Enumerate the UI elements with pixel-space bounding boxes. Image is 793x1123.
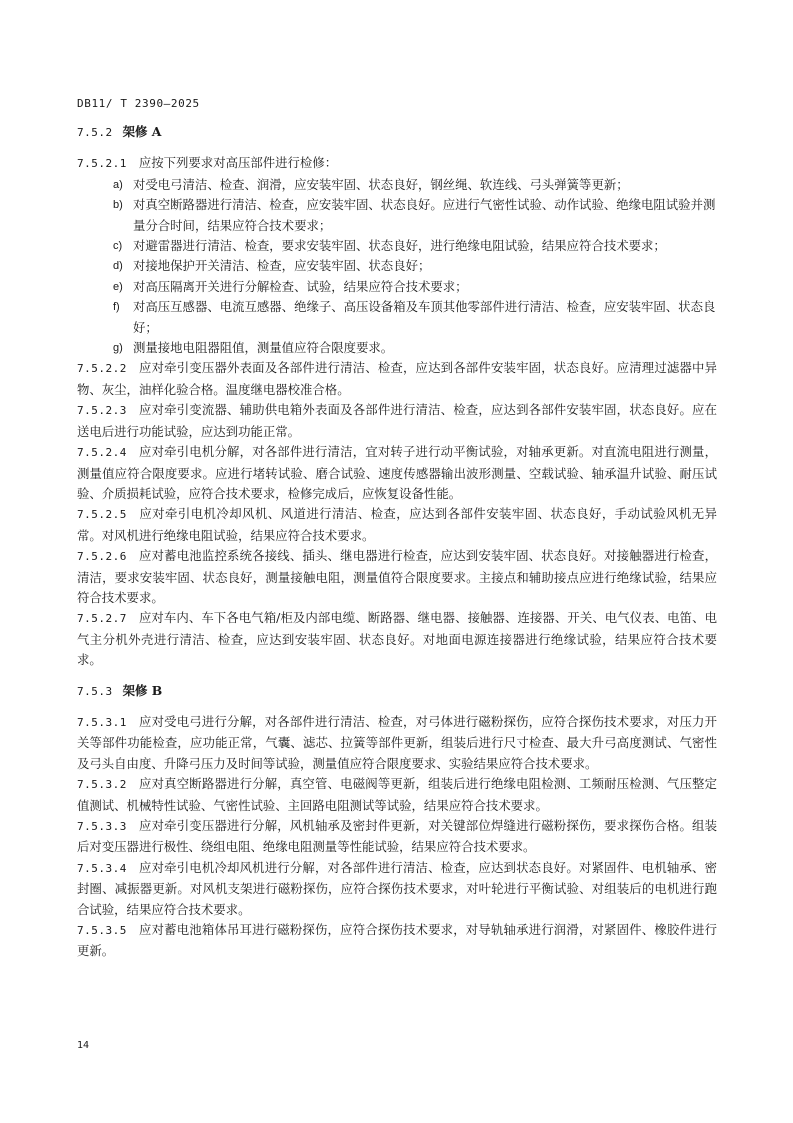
clause-number: 7.5.2.7 [77, 612, 127, 626]
clause-text: 应对车内、车下各电气箱/柜及内部电缆、断路器、继电器、接触器、连接器、开关、电气仪表、电笛、电气主分机外壳进行清洁、检查，应达到安装牢固、状态良好。对地面电源连接器进行绝缘试验，结果应符合技术要求。 [77, 610, 717, 668]
list-item [77, 338, 717, 358]
clause-number: 7.5.2.3 [77, 404, 127, 418]
clause-number: 7.5.3.2 [77, 778, 127, 792]
clause-text: 应对牵引电机冷却风机进行分解，对各部件进行清洁、检查，应达到状态良好。对紧固件、电机轴承、密封圈、减振器更新。对风机支架进行磁粉探伤，应符合探伤技术要求，对叶轮进行平衡试验、对组装后的电机进行跑合试验，结果应符合技术要求。 [77, 859, 717, 917]
clause-number: 7.5.3.4 [77, 861, 127, 875]
clause-text: 应对牵引变压器外表面及各部件进行清洁、检查，应达到各部件安装牢固，状态良好。应清理过滤器中异物、灰尘，油样化验合格。温度继电器校准合格。 [77, 360, 717, 397]
list-item-text: 对接地保护开关清洁、检查，应安装牢固、状态良好； [133, 258, 431, 274]
clause-text: 应按下列要求对高压部件进行检修： [138, 155, 338, 171]
clause-7-5-2-4 [77, 442, 717, 504]
list-item [77, 277, 717, 297]
clause-number: 7.5.3.5 [77, 924, 127, 938]
clause-text: 应对蓄电池监控系统各接线、插头、继电器进行检查，应达到安装牢固、状态良好。对接触器进行检查，清洁，要求安装牢固、状态良好，测量接触电阻，测量值符合限度要求。主接点和辅助接点应进行绝缘试验，结果应符合技术要求。 [77, 548, 717, 605]
clause-text: 应对真空断路器进行分解，真空管、电磁阀等更新，组装后进行绝缘电阻检测、工频耐压检测、气压整定值测试、机械特性试验、气密性试验、主回路电阻测试等试验，结果应符合技术要求。 [77, 776, 717, 813]
list-item [77, 297, 717, 338]
list-item-text: 对高压隔离开关进行分解检查、试验，结果应符合技术要求； [133, 278, 468, 294]
clause-text: 应对蓄电池箱体吊耳进行磁粉探伤，应符合探伤技术要求，对导轨轴承进行润滑，对紧固件、橡胶件进行更新。 [77, 922, 717, 959]
clause-7-5-2-1 [77, 153, 717, 174]
section-heading-7-5-3 [77, 681, 717, 702]
clause-text: 应对牵引变压器进行分解，风机轴承及密封件更新，对关键部位焊缝进行磁粉探伤，要求探伤合格。组装后对变压器进行极性、绕组电阻、绝缘电阻测量等性能试验，结果应符合技术要求。 [77, 818, 717, 855]
list-item [77, 236, 717, 256]
list-marker: e) [113, 280, 123, 293]
clause-number: 7.5.2.2 [77, 362, 127, 376]
clause-number: 7.5.2.6 [77, 550, 127, 564]
list-marker: b) [113, 199, 123, 212]
list-item-text: 对高压互感器、电流互感器、绝缘子、高压设备箱及车顶其他零部件进行清洁、检查，应安装牢固、状态良好； [133, 299, 716, 335]
list-item-text: 对真空断路器进行清洁、检查，应安装牢固、状态良好。应进行气密性试验、动作试验、绝缘电阻试验并测量分合时间，结果应符合技术要求； [133, 197, 716, 233]
list-marker: g) [113, 342, 123, 355]
clause-7-5-2-2 [77, 358, 717, 400]
clause-text: 应对受电弓进行分解，对各部件进行清洁、检查，对弓体进行磁粉探伤，应符合探伤技术要求，对压力开关等部件功能检查，应功能正常，气囊、滤芯、拉簧等部件更新，组装后进行尺寸检查、最大升弓高度测试、气密性及弓头自由度、升降弓压力及时间等试验，测量值应符合限度要求、实验结果应符合技术要求。 [77, 713, 717, 771]
clause-7-5-3-3 [77, 816, 717, 858]
clause-number: 7.5.2.1 [77, 157, 127, 171]
section-heading-7-5-2 [77, 122, 717, 143]
list-marker: a) [113, 178, 123, 191]
section-title: 架修 A [122, 124, 162, 139]
list-item [77, 256, 717, 276]
list-item [77, 175, 717, 195]
section-title: 架修 B [122, 682, 163, 698]
clause-7-5-2-6 [77, 546, 717, 608]
clause-7-5-2-5 [77, 504, 717, 546]
list-marker: c) [113, 240, 123, 253]
clause-text: 应对牵引电机分解，对各部件进行清洁，宜对转子进行动平衡试验，对轴承更新。对直流电阻进行测量，测量值应符合限度要求。应进行堵转试验、磨合试验、速度传感器输出波形测量、空载试验、轴承温升试验、耐压试验、介质损耗试验，应符合技术要求，检修完成后，应恢复设备性能。 [77, 444, 717, 501]
section-number: 7.5.2 [77, 126, 113, 139]
clause-number: 7.5.2.5 [77, 508, 127, 522]
requirement-list [77, 175, 717, 359]
section-number: 7.5.3 [77, 684, 113, 698]
document-body [77, 122, 717, 962]
list-item-text: 对受电弓清洁、检查、润滑，应安装牢固、状态良好，钢丝绳、软连线、弓头弹簧等更新； [133, 176, 629, 192]
clause-7-5-3-5 [77, 920, 717, 962]
list-marker: f) [113, 301, 120, 314]
clause-7-5-2-3 [77, 400, 717, 442]
list-item-text: 对避雷器进行清洁、检查，要求安装牢固、状态良好，进行绝缘电阻试验，结果应符合技术要求； [133, 238, 666, 254]
list-marker: d) [113, 260, 123, 273]
page-number: 14 [77, 1040, 90, 1051]
clause-7-5-3-4 [77, 858, 717, 920]
list-item [77, 195, 717, 236]
clause-7-5-2-7 [77, 608, 717, 670]
list-item-text: 测量接地电阻器阻值，测量值应符合限度要求。 [133, 340, 394, 356]
clause-number: 7.5.3.1 [77, 715, 127, 729]
clause-number: 7.5.2.4 [77, 446, 127, 460]
document-code: DB11/ T 2390—2025 [77, 97, 200, 110]
clause-number: 7.5.3.3 [77, 820, 127, 833]
clause-text: 应对牵引变流器、辅助供电箱外表面及各部件进行清洁、检查，应达到各部件安装牢固，状态良好。应在送电后进行功能试验，应达到功能正常。 [77, 402, 717, 439]
clause-text: 应对牵引电机冷却风机、风道进行清洁、检查，应达到各部件安装牢固、状态良好，手动试验风机无异常。对风机进行绝缘电阻试验，结果应符合技术要求。 [77, 506, 717, 543]
clause-7-5-3-2 [77, 774, 717, 816]
clause-7-5-3-1 [77, 712, 717, 774]
